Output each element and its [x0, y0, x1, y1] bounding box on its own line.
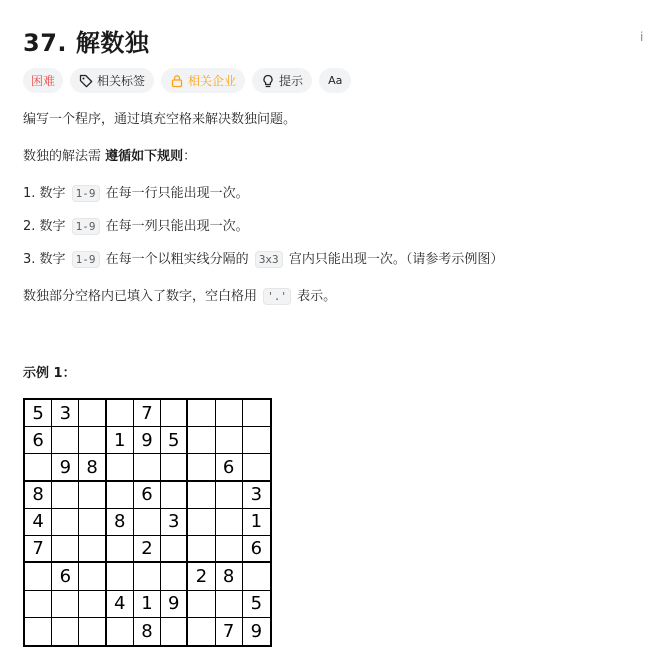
lightbulb-icon: [261, 74, 275, 88]
sudoku-cell: [188, 400, 215, 427]
sudoku-cell: [107, 536, 134, 563]
sudoku-cell: [107, 400, 134, 427]
sudoku-cell: 5: [25, 400, 52, 427]
rule2-suffix: 在每一列只能出现一次。: [101, 219, 249, 234]
lock-icon: [170, 74, 184, 88]
sudoku-cell: 9: [134, 427, 161, 454]
sudoku-cell: 7: [25, 536, 52, 563]
blank-prefix: 数独部分空格内已填入了数字，空白格用: [23, 289, 262, 304]
rule1-prefix: 1. 数字: [23, 186, 70, 201]
rules-lead: 数独的解法需: [23, 149, 106, 164]
sudoku-cell: [52, 591, 79, 618]
sudoku-cell: [134, 454, 161, 481]
sudoku-cell: [188, 591, 215, 618]
sudoku-cell: [79, 482, 106, 509]
sudoku-cell: [243, 427, 270, 454]
sudoku-board: [23, 398, 272, 647]
sudoku-cell: 6: [25, 427, 52, 454]
difficulty-badge[interactable]: [23, 68, 63, 93]
rule1-code: 1-9: [72, 185, 100, 202]
sudoku-cell: [107, 563, 134, 590]
sudoku-cell: 1: [107, 427, 134, 454]
sudoku-cell: 2: [188, 563, 215, 590]
translate-icon: Aa: [328, 74, 343, 87]
sudoku-cell: [52, 536, 79, 563]
sudoku-cell: [107, 482, 134, 509]
sudoku-cell: [79, 536, 106, 563]
sudoku-cell: [216, 509, 243, 536]
hint-label: 提示: [279, 74, 304, 88]
sudoku-cell: [79, 591, 106, 618]
sudoku-cell: 2: [134, 536, 161, 563]
sudoku-cell: [25, 618, 52, 645]
sudoku-cell: [52, 509, 79, 536]
rule3-code: 1-9: [72, 251, 100, 268]
blank-cell-note: [23, 287, 336, 307]
rule1-suffix: 在每一行只能出现一次。: [101, 186, 249, 201]
rule2-code: 1-9: [72, 218, 100, 235]
sudoku-cell: [188, 454, 215, 481]
info-icon[interactable]: i: [640, 30, 644, 44]
hint-button[interactable]: [252, 68, 312, 93]
sudoku-cell: [188, 618, 215, 645]
blank-suffix: 表示。: [293, 289, 337, 304]
sudoku-cell: [243, 454, 270, 481]
related-companies-label: 相关企业: [188, 74, 237, 88]
sudoku-cell: 4: [25, 509, 52, 536]
rule-1: [23, 184, 249, 204]
tag-icon: [79, 74, 93, 88]
sudoku-cell: [243, 563, 270, 590]
sudoku-cell: [25, 563, 52, 590]
sudoku-cell: 9: [161, 591, 188, 618]
sudoku-cell: [216, 482, 243, 509]
sudoku-cell: [52, 427, 79, 454]
sudoku-cell: 1: [243, 509, 270, 536]
sudoku-cell: [161, 482, 188, 509]
sudoku-cell: 6: [52, 563, 79, 590]
blank-code: '.': [263, 288, 291, 305]
sudoku-cell: 6: [243, 536, 270, 563]
rule2-prefix: 2. 数字: [23, 219, 70, 234]
related-tags-button[interactable]: [70, 68, 154, 93]
sudoku-cell: 9: [52, 454, 79, 481]
sudoku-cell: 6: [134, 482, 161, 509]
sudoku-cell: 3: [243, 482, 270, 509]
sudoku-cell: [79, 400, 106, 427]
sudoku-cell: [216, 536, 243, 563]
rule-2: [23, 217, 249, 237]
rules-heading: [23, 147, 196, 167]
sudoku-cell: 8: [216, 563, 243, 590]
example-title: 示例 1：: [23, 366, 76, 381]
sudoku-cell: [188, 509, 215, 536]
rules-bold: 遵循如下规则: [105, 149, 184, 164]
rule3-mid: 在每一个以粗实线分隔的: [101, 252, 253, 267]
sudoku-cell: 5: [161, 427, 188, 454]
sudoku-cell: [188, 482, 215, 509]
sudoku-cell: [161, 454, 188, 481]
description-intro: 编写一个程序，通过填充空格来解决数独问题。: [23, 112, 297, 127]
sudoku-cell: 3: [52, 400, 79, 427]
sudoku-cell: [79, 427, 106, 454]
sudoku-cell: 5: [243, 591, 270, 618]
rule3-code-box: 3x3: [255, 251, 283, 268]
rule3-prefix: 3. 数字: [23, 252, 70, 267]
sudoku-cell: [216, 427, 243, 454]
translate-button[interactable]: [319, 68, 351, 93]
sudoku-cell: 8: [79, 454, 106, 481]
sudoku-cell: [161, 536, 188, 563]
sudoku-cell: 8: [134, 618, 161, 645]
sudoku-cell: 7: [134, 400, 161, 427]
sudoku-cell: [52, 482, 79, 509]
problem-title: 37. 解数独: [23, 29, 150, 57]
sudoku-cell: [25, 591, 52, 618]
sudoku-cell: [243, 400, 270, 427]
sudoku-cell: 1: [134, 591, 161, 618]
sudoku-cell: 8: [107, 509, 134, 536]
sudoku-cell: [216, 400, 243, 427]
sudoku-cell: [134, 563, 161, 590]
sudoku-cell: [188, 536, 215, 563]
sudoku-cell: [79, 618, 106, 645]
rule3-suffix: 宫内只能出现一次。（请参考示例图）: [284, 252, 504, 267]
sudoku-cell: [161, 618, 188, 645]
sudoku-cell: 7: [216, 618, 243, 645]
sudoku-cell: [134, 509, 161, 536]
related-companies-button[interactable]: [161, 68, 245, 93]
sudoku-cell: [161, 563, 188, 590]
sudoku-cell: [216, 591, 243, 618]
rules-colon: ：: [183, 149, 197, 164]
sudoku-cell: 3: [161, 509, 188, 536]
sudoku-cell: [161, 400, 188, 427]
related-tags-label: 相关标签: [97, 74, 146, 88]
tag-bar: [23, 68, 351, 93]
sudoku-cell: 4: [107, 591, 134, 618]
difficulty-label: 困难: [31, 74, 56, 88]
sudoku-cell: [79, 563, 106, 590]
sudoku-cell: [107, 454, 134, 481]
sudoku-cell: [25, 454, 52, 481]
sudoku-cell: [79, 509, 106, 536]
sudoku-cell: [107, 618, 134, 645]
rule-3: [23, 250, 503, 270]
sudoku-cell: 9: [250, 620, 263, 642]
sudoku-cell: [52, 618, 79, 645]
sudoku-cell: 6: [216, 454, 243, 481]
sudoku-cell: [188, 427, 215, 454]
sudoku-cell: 8: [25, 482, 52, 509]
